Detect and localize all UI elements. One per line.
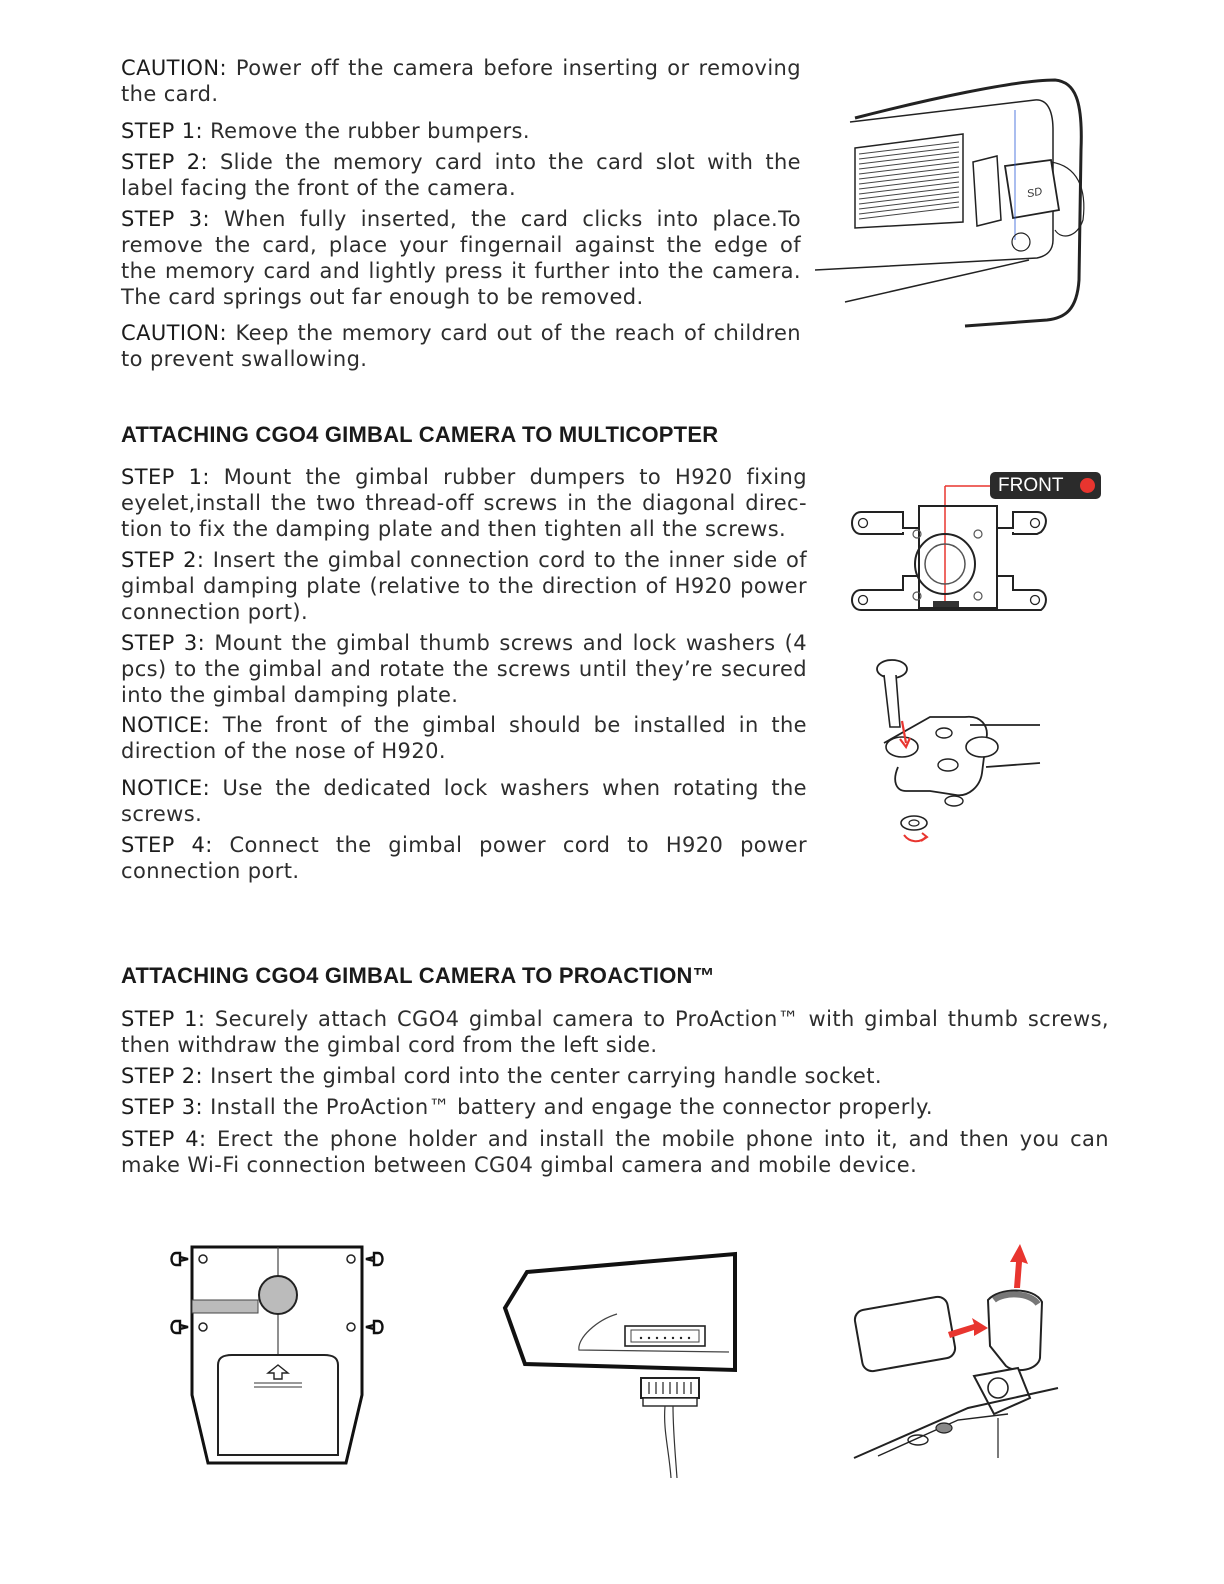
multicopter-step-3 xyxy=(121,630,807,708)
notice-text: The front of the gimbal should be installed in the direction of the nose of H920. xyxy=(121,713,807,763)
step-text: Erect the phone holder and install the mobile phone into it, and then you can make Wi-Fi connection between CG04 gimbal camera and mobile device. xyxy=(121,1127,1109,1177)
caution-text: Power off the camera before inserting or removing the card. xyxy=(121,56,801,106)
proaction-step-3 xyxy=(121,1094,1109,1120)
step-text: Insert the gimbal cord into the center carrying handle socket. xyxy=(203,1064,882,1088)
step-text: Securely attach CGO4 gimbal camera to ProAction™ with gimbal thumb screws, then withdraw the gimbal cord from the left side. xyxy=(121,1007,1109,1057)
caution-text: Keep the memory card out of the reach of children to prevent swallowing. xyxy=(121,321,801,371)
step-text: Slide the memory card into the card slot with the label facing the front of the camera. xyxy=(121,150,801,200)
step-text: Remove the rubber bumpers. xyxy=(203,119,530,143)
step-text: Mount the gimbal thumb screws and lock washers (4 pcs) to the gimbal and rotate the screws until they’re secured into the gimbal damping plate. xyxy=(121,631,807,707)
sd-card-label: SD xyxy=(1025,185,1044,201)
thumb-screw-diagram xyxy=(870,655,1050,850)
step-label: STEP 2: xyxy=(121,1064,204,1088)
step-label: STEP 1: xyxy=(121,119,204,143)
sd-step-1 xyxy=(121,118,801,144)
step-label: STEP 3: xyxy=(121,207,210,231)
step-label: STEP 4: xyxy=(121,833,213,857)
step-label: STEP 2: xyxy=(121,150,208,174)
multicopter-notice-1 xyxy=(121,712,807,764)
red-dot-icon xyxy=(1080,478,1095,493)
handle-socket-figure xyxy=(497,1250,742,1485)
step-text: Connect the gimbal power cord to H920 power connection port. xyxy=(121,833,807,883)
notice-label: NOTICE: xyxy=(121,776,211,800)
front-badge-label: FRONT xyxy=(998,475,1064,496)
multicopter-heading: ATTACHING CGO4 GIMBAL CAMERA TO MULTICOPTER xyxy=(121,422,719,447)
multicopter-step-4 xyxy=(121,832,807,884)
phone-holder-figure xyxy=(848,1238,1068,1468)
proaction-step-2 xyxy=(121,1063,1109,1089)
step-label: STEP 4: xyxy=(121,1127,207,1151)
gimbal-mount-figure xyxy=(168,1245,388,1470)
proaction-heading: ATTACHING CGO4 GIMBAL CAMERA TO PROACTION™ xyxy=(121,963,715,988)
sd-step-3 xyxy=(121,206,801,310)
proaction-step-4 xyxy=(121,1126,1109,1178)
multicopter-notice-2 xyxy=(121,775,807,827)
sd-card-slot-illustration xyxy=(815,70,1095,335)
step-label: STEP 3: xyxy=(121,631,206,655)
step-text: Install the ProAction™ battery and engage the connector properly. xyxy=(203,1095,933,1119)
step-label: STEP 2: xyxy=(121,548,205,572)
multicopter-step-2 xyxy=(121,547,807,625)
multicopter-step-1 xyxy=(121,464,807,542)
step-label: STEP 1: xyxy=(121,1007,206,1031)
caution-power-off xyxy=(121,55,801,107)
notice-text: Use the dedicated lock washers when rotating the screws. xyxy=(121,776,807,826)
step-label: STEP 3: xyxy=(121,1095,204,1119)
notice-label: NOTICE: xyxy=(121,713,211,737)
caution-label: CAUTION: xyxy=(121,321,227,345)
step-text: Insert the gimbal connection cord to the inner side of gimbal damping plate (relative to the direction of H920 power connection port). xyxy=(121,548,807,624)
caution-children xyxy=(121,320,801,372)
proaction-step-1 xyxy=(121,1006,1109,1058)
sd-step-2 xyxy=(121,149,801,201)
caution-label: CAUTION: xyxy=(121,56,227,80)
step-text: When fully inserted, the card clicks into place.To remove the card, place your fingernail against the edge of the memory card and lightly press it further into the camera. The card springs out far enough to be removed. xyxy=(121,207,801,309)
step-label: STEP 1: xyxy=(121,465,210,489)
step-text: Mount the gimbal rubber dumpers to H920 fixing eyelet,install the two thread-off screws in the diagonal direc-tion to fix the damping plate and then tighten all the screws. xyxy=(121,465,807,541)
damping-plate-diagram xyxy=(845,484,1055,619)
